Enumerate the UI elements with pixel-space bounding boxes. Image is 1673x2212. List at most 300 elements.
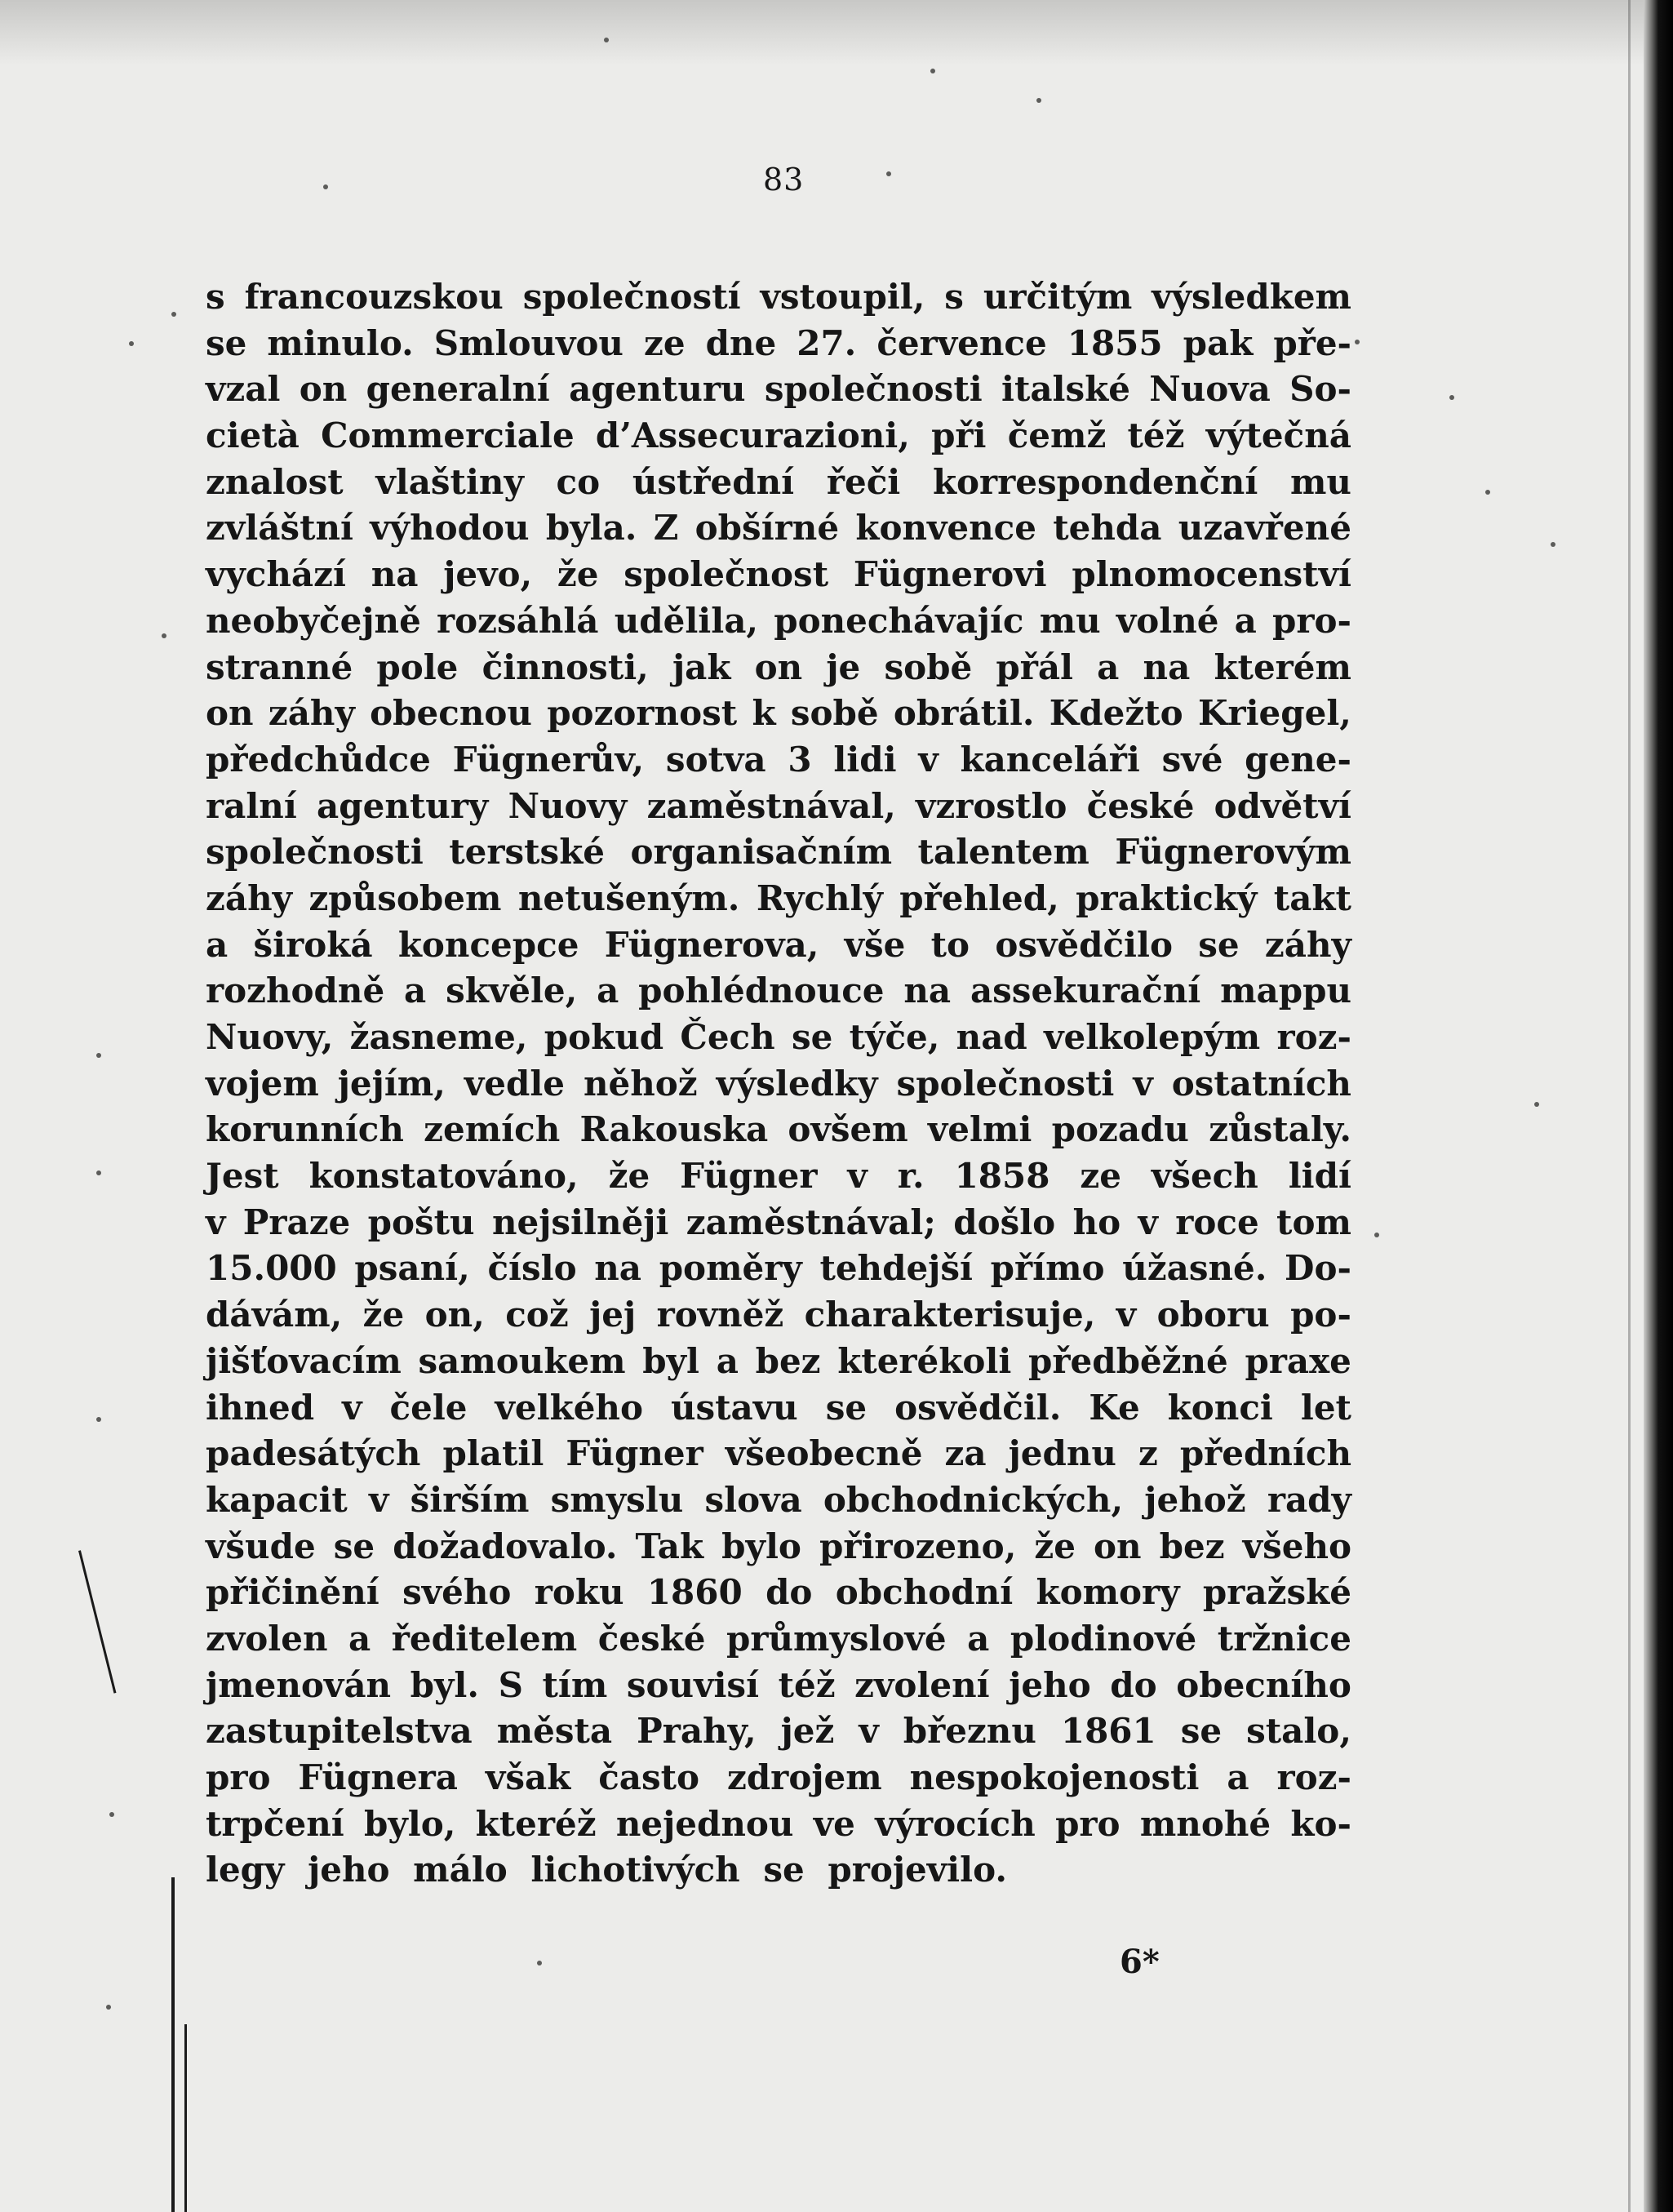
word: jak xyxy=(672,646,731,687)
word: jehož xyxy=(1144,1479,1246,1520)
word: za xyxy=(944,1433,987,1474)
word: velkého xyxy=(495,1387,643,1428)
word: a xyxy=(1097,646,1120,687)
word: vzal xyxy=(206,369,281,410)
text-line xyxy=(206,1015,1351,1061)
word: praxe xyxy=(1245,1340,1351,1381)
text-line xyxy=(206,1246,1351,1292)
word: nad xyxy=(956,1017,1027,1057)
word: co xyxy=(556,461,601,502)
word: samoukem xyxy=(418,1340,626,1381)
word: to xyxy=(930,924,970,965)
word: též xyxy=(1127,415,1185,456)
word: na xyxy=(903,971,952,1011)
word: takt xyxy=(1273,877,1351,918)
word: pohlédnouce xyxy=(638,971,885,1011)
word: Rakouska xyxy=(579,1109,769,1150)
word: vojem xyxy=(206,1063,319,1104)
word: bez xyxy=(755,1340,821,1381)
word: výsledky xyxy=(716,1063,878,1104)
word: pozornost xyxy=(547,693,738,734)
word: italské xyxy=(1001,369,1130,410)
word: ovšem xyxy=(788,1109,908,1150)
word: Ke xyxy=(1089,1387,1140,1428)
speck xyxy=(1534,1102,1539,1107)
word: rovněž xyxy=(656,1295,784,1335)
word: organisačním xyxy=(630,832,893,873)
word: komory xyxy=(1036,1572,1180,1613)
speck xyxy=(604,38,609,42)
word: on xyxy=(299,369,348,410)
word: So- xyxy=(1289,369,1351,410)
word: kterékoli xyxy=(837,1340,1012,1381)
word: mu xyxy=(1289,461,1351,502)
word: pole xyxy=(376,646,459,687)
word: Fügnerova, xyxy=(604,924,819,965)
word: assekurační xyxy=(970,971,1201,1011)
word: činnosti, xyxy=(481,646,649,687)
word: plnomocenství xyxy=(1072,554,1351,595)
speck xyxy=(1551,542,1555,547)
word: přál xyxy=(996,646,1074,687)
word: Fügnerův, xyxy=(452,739,645,780)
word: žasneme, xyxy=(349,1017,528,1057)
word: osvědčilo xyxy=(995,924,1173,965)
word: poštu xyxy=(367,1201,475,1242)
word: netušeným. xyxy=(517,877,740,918)
text-line xyxy=(206,1708,1351,1755)
word: české xyxy=(1086,785,1195,826)
text-line xyxy=(206,460,1351,506)
word: byl xyxy=(642,1340,700,1381)
word: pražské xyxy=(1202,1572,1351,1613)
word: dávám, xyxy=(206,1295,343,1335)
word: pro xyxy=(206,1757,271,1797)
word: pozadu xyxy=(1051,1109,1189,1150)
word: platil xyxy=(442,1433,544,1474)
word: jmenován xyxy=(206,1664,392,1705)
word: a xyxy=(348,1618,371,1659)
word: pokud xyxy=(544,1017,664,1057)
word: v xyxy=(342,1387,362,1428)
word: oboru xyxy=(1156,1295,1270,1335)
speck xyxy=(171,312,176,317)
word: 1855 xyxy=(1067,322,1163,363)
word: výsledkem xyxy=(1152,277,1351,317)
word: přehled, xyxy=(899,877,1059,918)
word: na xyxy=(594,1248,642,1289)
word: tehda xyxy=(1053,508,1162,549)
word: výhodou xyxy=(370,508,530,549)
text-line xyxy=(206,784,1351,830)
word: všude xyxy=(206,1526,316,1566)
word: velmi xyxy=(927,1109,1032,1150)
word: z xyxy=(1138,1433,1158,1474)
word: zaměstnával, xyxy=(646,785,896,826)
scan-edge-streak xyxy=(1628,0,1631,2212)
word: bez xyxy=(1159,1526,1225,1566)
word: francouzskou xyxy=(244,277,504,317)
word: Z xyxy=(653,508,679,549)
word: a xyxy=(1227,1757,1249,1797)
word: korunních xyxy=(206,1109,404,1150)
speck xyxy=(96,1053,101,1058)
word: přímo xyxy=(990,1248,1105,1289)
word: svého xyxy=(402,1572,512,1613)
body-text xyxy=(206,274,1351,1894)
word: byla. xyxy=(545,508,637,549)
word: což xyxy=(505,1295,569,1335)
word: dne xyxy=(705,322,777,363)
word: minulo. xyxy=(267,322,414,363)
text-line xyxy=(206,1663,1351,1709)
text-line xyxy=(206,691,1351,737)
speck xyxy=(1036,98,1041,103)
word: stalo, xyxy=(1246,1711,1351,1752)
word: po- xyxy=(1290,1295,1351,1335)
word: výtečná xyxy=(1205,415,1351,456)
word: se xyxy=(1180,1711,1223,1752)
word: široká xyxy=(253,924,373,965)
word: v xyxy=(918,739,939,780)
word: v xyxy=(1138,1201,1158,1242)
text-line xyxy=(206,1292,1351,1339)
word: vstoupil, xyxy=(760,277,925,317)
word: jejím, xyxy=(337,1063,446,1104)
word: Rychlý xyxy=(756,877,883,918)
word: skvěle, xyxy=(446,971,578,1011)
word: s xyxy=(206,277,225,317)
word: Fügner xyxy=(680,1156,818,1197)
binding-line-2 xyxy=(171,1877,175,2212)
word: ústavu xyxy=(670,1387,798,1428)
word: ihned xyxy=(206,1387,315,1428)
word: Kriegel, xyxy=(1197,693,1351,734)
word: mappu xyxy=(1220,971,1351,1011)
speck xyxy=(930,69,935,73)
text-line xyxy=(206,876,1351,922)
word: bylo xyxy=(721,1526,801,1566)
word: vzrostlo xyxy=(916,785,1067,826)
word: kteréž xyxy=(475,1803,597,1844)
word: se xyxy=(825,1387,868,1428)
speck xyxy=(1355,340,1360,344)
word: Praze xyxy=(242,1201,351,1242)
word: agenturu xyxy=(569,369,746,410)
word: jež xyxy=(780,1711,835,1752)
speck xyxy=(1374,1233,1379,1237)
word: k xyxy=(752,693,776,734)
word: vlaštiny xyxy=(375,461,524,502)
word: tom xyxy=(1276,1201,1351,1242)
word: roku xyxy=(534,1572,624,1613)
speck xyxy=(109,1812,114,1817)
word: ve xyxy=(813,1803,855,1844)
word: se xyxy=(1198,924,1240,965)
word: kterém xyxy=(1214,646,1351,687)
word: a xyxy=(1234,600,1257,641)
word: všeho xyxy=(1242,1526,1351,1566)
word: všeobecně xyxy=(725,1433,923,1474)
word: společnosti xyxy=(206,832,424,873)
word: jišťovacím xyxy=(206,1340,402,1381)
word: a xyxy=(597,971,619,1011)
word: trpčení xyxy=(206,1803,344,1844)
text-line xyxy=(206,645,1351,691)
word: zastupitelstva xyxy=(206,1711,473,1752)
text-line xyxy=(206,413,1351,460)
word: se xyxy=(333,1526,375,1566)
word: sobě xyxy=(884,646,973,687)
word: ko- xyxy=(1290,1803,1351,1844)
word: zvláštní xyxy=(206,508,353,549)
word: on, xyxy=(424,1295,485,1335)
text-line xyxy=(206,1200,1351,1246)
word: r. xyxy=(897,1156,925,1197)
speck xyxy=(537,1961,542,1965)
word: padesátých xyxy=(206,1433,421,1474)
word: způsobem xyxy=(308,877,502,918)
word: ředitelem xyxy=(391,1618,578,1659)
word: v xyxy=(369,1479,389,1520)
word: odvětví xyxy=(1214,785,1351,826)
word: souvisí xyxy=(626,1664,760,1705)
word: pro xyxy=(1055,1803,1121,1844)
word: pro- xyxy=(1272,600,1351,641)
word: a xyxy=(206,924,229,965)
word: obrátil. xyxy=(893,693,1035,734)
word: s xyxy=(944,277,964,317)
word: let xyxy=(1300,1387,1351,1428)
speck xyxy=(886,171,891,176)
word: 27. xyxy=(797,322,857,363)
word: určitým xyxy=(983,277,1133,317)
word: všech xyxy=(1151,1156,1258,1197)
word: terstské xyxy=(449,832,606,873)
page-number: 83 xyxy=(763,162,805,198)
speck xyxy=(129,341,134,346)
word: smyslu xyxy=(550,1479,684,1520)
word: a xyxy=(716,1340,739,1381)
text-line xyxy=(206,829,1351,876)
word: stranné xyxy=(206,646,353,687)
word: talentem xyxy=(917,832,1089,873)
speck xyxy=(1449,395,1454,400)
text-line xyxy=(206,1477,1351,1524)
word: pak xyxy=(1183,322,1254,363)
word: koncepce xyxy=(397,924,579,965)
text-line xyxy=(206,1431,1351,1477)
word: kanceláři xyxy=(960,739,1140,780)
word: konvence xyxy=(855,508,1036,549)
word: a xyxy=(967,1618,990,1659)
word: Fügnerovým xyxy=(1115,832,1351,873)
text-line xyxy=(206,552,1351,598)
word: Fügner xyxy=(566,1433,703,1474)
speck xyxy=(323,184,328,189)
word: Kdežto xyxy=(1049,693,1183,734)
word: průmyslové xyxy=(726,1618,947,1659)
word: lidi xyxy=(833,739,897,780)
word: Fügnerovi xyxy=(853,554,1047,595)
word: na xyxy=(371,554,419,595)
word: předběžné xyxy=(1027,1340,1228,1381)
word: zůstaly. xyxy=(1209,1109,1351,1150)
word: ponechávajíc xyxy=(774,600,1024,641)
word: jevo, xyxy=(443,554,533,595)
binding-line-3 xyxy=(184,2024,187,2212)
word: v xyxy=(1116,1295,1137,1335)
word: osvědčil. xyxy=(894,1387,1062,1428)
word: psaní, xyxy=(354,1248,470,1289)
binding-line-1 xyxy=(78,1550,116,1693)
word: konci xyxy=(1167,1387,1273,1428)
text-line xyxy=(206,1339,1351,1385)
word: lidí xyxy=(1288,1156,1351,1197)
word: tím xyxy=(542,1664,608,1705)
word: záhy xyxy=(268,693,355,734)
word: d’Assecurazioni, xyxy=(595,415,910,456)
word: Tak xyxy=(635,1526,704,1566)
word: však xyxy=(485,1757,571,1797)
word: kapacit xyxy=(206,1479,348,1520)
speck xyxy=(106,2005,111,2010)
word: on xyxy=(1094,1526,1142,1566)
word: se xyxy=(206,322,247,363)
word: v xyxy=(1133,1063,1153,1104)
word: je xyxy=(826,646,861,687)
word: nejednou xyxy=(615,1803,794,1844)
text-line: legy jeho málo lichotivých se projevilo. xyxy=(206,1850,1007,1890)
word: přičinění xyxy=(206,1572,379,1613)
word: roz- xyxy=(1276,1017,1351,1057)
word: obchodní xyxy=(835,1572,1014,1613)
word: obšírné xyxy=(694,508,840,549)
word: 1861 xyxy=(1060,1711,1156,1752)
word: mu xyxy=(1039,600,1101,641)
word: číslo xyxy=(487,1248,577,1289)
word: sobě xyxy=(790,693,879,734)
scan-edge-right xyxy=(1644,0,1673,2212)
word: velkolepým xyxy=(1044,1017,1261,1057)
word: 3 xyxy=(788,739,812,780)
word: se xyxy=(791,1017,833,1057)
word: slova xyxy=(704,1479,802,1520)
word: cietà xyxy=(206,415,300,456)
word: v xyxy=(206,1201,226,1242)
word: ústřední xyxy=(632,461,795,502)
text-line xyxy=(206,505,1351,552)
word: charakterisuje, xyxy=(804,1295,1096,1335)
word: plodinové xyxy=(1010,1618,1197,1659)
word: do xyxy=(765,1572,813,1613)
word: rozhodně xyxy=(206,971,385,1011)
word: čele xyxy=(389,1387,468,1428)
word: že xyxy=(557,554,599,595)
word: předchůdce xyxy=(206,739,431,780)
word: obchodnických, xyxy=(823,1479,1124,1520)
word: týče, xyxy=(849,1017,940,1057)
word: konstatováno, xyxy=(308,1156,579,1197)
word: záhy xyxy=(1264,924,1351,965)
text-line xyxy=(206,1107,1351,1153)
word: byl. xyxy=(410,1664,479,1705)
word: ostatních xyxy=(1171,1063,1351,1104)
word: Smlouvou xyxy=(433,322,623,363)
speck xyxy=(162,633,166,638)
word: společností xyxy=(522,277,741,317)
word: zdrojem xyxy=(726,1757,882,1797)
word: nejsilněji xyxy=(491,1201,669,1242)
word: 15.000 xyxy=(206,1248,337,1289)
word: Nuova xyxy=(1149,369,1271,410)
word: tehdejší xyxy=(819,1248,973,1289)
speck xyxy=(1485,490,1490,495)
word: březnu xyxy=(903,1711,1036,1752)
text-line xyxy=(206,922,1351,969)
word: zaměstnával; xyxy=(686,1201,936,1242)
word: znalost xyxy=(206,461,344,502)
word: řeči xyxy=(826,461,901,502)
word: vychází xyxy=(206,554,346,595)
text-line xyxy=(206,1616,1351,1663)
word: generalní xyxy=(366,369,550,410)
word: čemž xyxy=(1007,415,1107,456)
word: udělila, xyxy=(614,600,759,641)
word: své xyxy=(1161,739,1223,780)
word: bylo, xyxy=(363,1803,456,1844)
word: poměry xyxy=(659,1248,802,1289)
word: jeho xyxy=(1009,1664,1091,1705)
word: české xyxy=(597,1618,706,1659)
word: rozsáhlá xyxy=(436,600,599,641)
signature-mark: 6* xyxy=(1120,1943,1160,1981)
word: S xyxy=(498,1664,523,1705)
word: Nuovy, xyxy=(206,1017,334,1057)
word: že xyxy=(362,1295,405,1335)
word: společnost xyxy=(623,554,829,595)
word: v xyxy=(847,1156,868,1197)
word: on xyxy=(754,646,803,687)
word: přirozeno, xyxy=(819,1526,1017,1566)
word: na xyxy=(1143,646,1191,687)
word: uzavřené xyxy=(1178,508,1351,549)
word: korrespondenční xyxy=(932,461,1258,502)
word: rady xyxy=(1267,1479,1351,1520)
word: ze xyxy=(1080,1156,1121,1197)
speck xyxy=(96,1417,101,1422)
word: že xyxy=(608,1156,650,1197)
word: 1858 xyxy=(954,1156,1050,1197)
word: on xyxy=(206,693,254,734)
word: nespokojenosti xyxy=(909,1757,1200,1797)
text-line xyxy=(206,968,1351,1015)
word: v xyxy=(859,1711,879,1752)
word: vše xyxy=(844,924,906,965)
text-line xyxy=(206,1524,1351,1570)
word: ho xyxy=(1072,1201,1121,1242)
word: obecnou xyxy=(370,693,532,734)
text-line xyxy=(206,1801,1351,1848)
text-line xyxy=(206,321,1351,367)
word: ralní xyxy=(206,785,297,826)
word: agentury xyxy=(317,785,489,826)
word: zvolen xyxy=(206,1618,328,1659)
word: výrocích xyxy=(875,1803,1036,1844)
word: Commerciale xyxy=(321,415,575,456)
word: došlo xyxy=(953,1201,1056,1242)
word: roce xyxy=(1175,1201,1259,1242)
